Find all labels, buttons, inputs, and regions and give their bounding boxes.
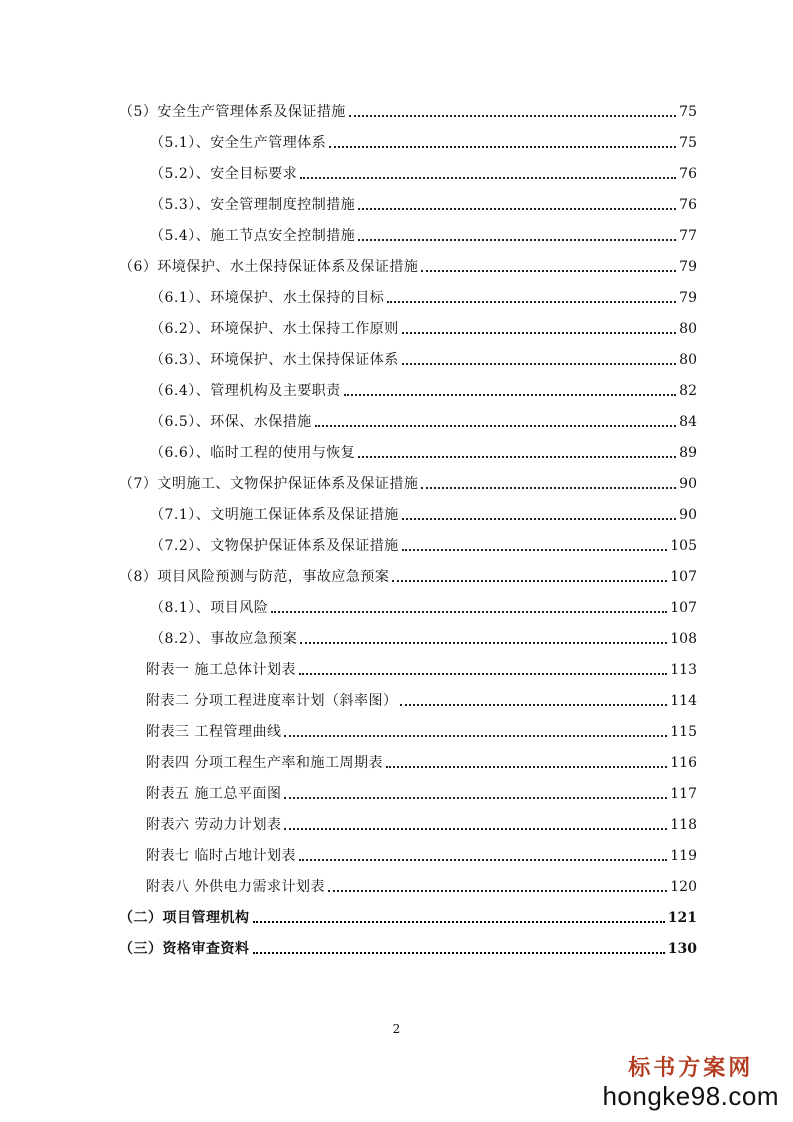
- toc-entry-title: 附表五 施工总平面图: [146, 786, 282, 802]
- toc-entry[interactable]: [150, 130, 697, 152]
- dot-leader: [344, 394, 676, 396]
- toc-entry-page: 76: [679, 197, 697, 213]
- watermark-url: hongke98.com: [602, 1081, 779, 1111]
- toc-entry-page: 76: [679, 166, 697, 182]
- toc-entry-page: 90: [679, 507, 697, 523]
- dot-leader: [271, 611, 667, 613]
- watermark-title: 标书方案网: [628, 1056, 754, 1081]
- toc-entry[interactable]: [150, 347, 697, 369]
- toc-entry[interactable]: [119, 905, 697, 927]
- toc-entry-page: 107: [670, 600, 697, 616]
- toc-entry[interactable]: [150, 316, 697, 338]
- dot-leader: [299, 859, 667, 861]
- toc-entry-title: 附表一 施工总体计划表: [146, 662, 296, 678]
- toc-entry-title: （6.1）、环境保护、水土保持的目标: [150, 290, 385, 306]
- toc-entry-title: （7）文明施工、文物保护保证体系及保证措施: [119, 476, 419, 492]
- toc-entry[interactable]: [150, 626, 697, 648]
- toc-entry[interactable]: [146, 657, 697, 679]
- dot-leader: [402, 549, 668, 551]
- toc-entry-title: （6.4）、管理机构及主要职责: [150, 383, 341, 399]
- dot-leader: [358, 208, 676, 210]
- dot-leader: [402, 518, 676, 520]
- toc-entry[interactable]: [150, 161, 697, 183]
- dot-leader: [300, 177, 676, 179]
- toc-entry[interactable]: [119, 99, 697, 121]
- toc-entry[interactable]: [146, 812, 697, 834]
- toc-entry-title: （二）项目管理机构: [119, 910, 250, 926]
- toc-entry[interactable]: [146, 750, 697, 772]
- toc-entry-page: 80: [679, 321, 697, 337]
- dot-leader: [358, 456, 676, 458]
- toc-entry-page: 120: [670, 879, 697, 895]
- toc-entry-title: 附表八 外供电力需求计划表: [146, 879, 325, 895]
- page-number: 2: [392, 1022, 401, 1036]
- dot-leader: [253, 952, 665, 954]
- dot-leader: [421, 270, 676, 272]
- dot-leader: [300, 642, 667, 644]
- toc-entry-title: （5.3）、安全管理制度控制措施: [150, 197, 356, 213]
- toc-entry[interactable]: [150, 533, 697, 555]
- dot-leader: [402, 363, 676, 365]
- toc-entry[interactable]: [150, 409, 697, 431]
- toc-entry-title: （三）资格审查资料: [119, 941, 250, 957]
- dot-leader: [358, 239, 676, 241]
- toc-entry[interactable]: [119, 936, 697, 958]
- toc-entry-title: （6.5）、环保、水保措施: [150, 414, 312, 430]
- toc-entry[interactable]: [146, 688, 697, 710]
- toc-entry-title: （5）安全生产管理体系及保证措施: [119, 104, 346, 120]
- toc-entry[interactable]: [146, 843, 697, 865]
- dot-leader: [299, 673, 667, 675]
- toc-entry-title: 附表二 分项工程进度率计划（斜率图）: [146, 693, 398, 709]
- dot-leader: [402, 332, 676, 334]
- dot-leader: [328, 890, 667, 892]
- toc-entry-title: （7.2）、文物保护保证体系及保证措施: [150, 538, 399, 554]
- toc-entry[interactable]: [150, 192, 697, 214]
- toc-entry[interactable]: [150, 285, 697, 307]
- dot-leader: [315, 425, 676, 427]
- toc-entry-title: 附表四 分项工程生产率和施工周期表: [146, 755, 383, 771]
- toc-entry-page: 90: [679, 476, 697, 492]
- toc-entry-page: 121: [667, 910, 697, 926]
- toc-entry-title: （7.1）、文明施工保证体系及保证措施: [150, 507, 399, 523]
- dot-leader: [284, 828, 667, 830]
- dot-leader: [387, 301, 676, 303]
- toc-entry[interactable]: [150, 502, 697, 524]
- toc-entry[interactable]: [146, 781, 697, 803]
- toc-entry-page: 75: [679, 135, 697, 151]
- toc-entry[interactable]: [150, 378, 697, 400]
- toc-entry-title: （8.1）、项目风险: [150, 600, 269, 616]
- toc-entry[interactable]: [150, 440, 697, 462]
- toc-entry-title: （5.1）、安全生产管理体系: [150, 135, 327, 151]
- dot-leader: [421, 487, 676, 489]
- toc-entry-page: 80: [679, 352, 697, 368]
- dot-leader: [329, 146, 676, 148]
- dot-leader: [400, 704, 667, 706]
- toc-entry[interactable]: [150, 223, 697, 245]
- toc-entry[interactable]: [146, 719, 697, 741]
- dot-leader: [284, 735, 667, 737]
- toc-entry-page: 114: [670, 693, 697, 709]
- dot-leader: [284, 797, 667, 799]
- toc-entry-title: （6.3）、环境保护、水土保持保证体系: [150, 352, 399, 368]
- toc-entry-page: 84: [679, 414, 697, 430]
- toc-entry-title: （6.2）、环境保护、水土保持工作原则: [150, 321, 399, 337]
- toc-entry-title: （8.2）、事故应急预案: [150, 631, 298, 647]
- dot-leader: [253, 921, 665, 923]
- toc-entry-page: 118: [670, 817, 697, 833]
- toc-entry-page: 108: [670, 631, 697, 647]
- site-watermark[interactable]: [602, 1056, 779, 1110]
- toc-entry-page: 130: [667, 941, 697, 957]
- toc-entry-title: （5.2）、安全目标要求: [150, 166, 298, 182]
- toc-entry-title: 附表七 临时占地计划表: [146, 848, 296, 864]
- dot-leader: [386, 766, 667, 768]
- toc-entry-title: （6）环境保护、水土保持保证体系及保证措施: [119, 259, 419, 275]
- toc-entry-page: 105: [670, 538, 697, 554]
- toc-entry[interactable]: [146, 874, 697, 896]
- toc-entry-title: 附表三 工程管理曲线: [146, 724, 282, 740]
- toc-entry-page: 113: [670, 662, 697, 678]
- toc-entry[interactable]: [119, 564, 697, 586]
- toc-entry[interactable]: [150, 595, 697, 617]
- toc-entry-page: 82: [679, 383, 697, 399]
- toc-entry-page: 79: [679, 259, 697, 275]
- toc-entry-page: 117: [670, 786, 697, 802]
- toc-entry-page: 115: [670, 724, 697, 740]
- toc-entry-page: 79: [679, 290, 697, 306]
- toc-entry[interactable]: [119, 471, 697, 493]
- toc-entry-title: （6.6）、临时工程的使用与恢复: [150, 445, 356, 461]
- toc-entry-page: 116: [670, 755, 697, 771]
- toc-entry-page: 89: [679, 445, 697, 461]
- toc-entry-title: （5.4）、施工节点安全控制措施: [150, 228, 356, 244]
- toc-entry-title: （8）项目风险预测与防范，事故应急预案: [119, 569, 390, 585]
- toc-entry[interactable]: [119, 254, 697, 276]
- toc-entry-page: 75: [679, 104, 697, 120]
- toc-entry-page: 119: [670, 848, 697, 864]
- dot-leader: [349, 115, 676, 117]
- toc-entry-page: 107: [670, 569, 697, 585]
- toc-entry-title: 附表六 劳动力计划表: [146, 817, 282, 833]
- toc-entry-page: 77: [679, 228, 697, 244]
- dot-leader: [392, 580, 667, 582]
